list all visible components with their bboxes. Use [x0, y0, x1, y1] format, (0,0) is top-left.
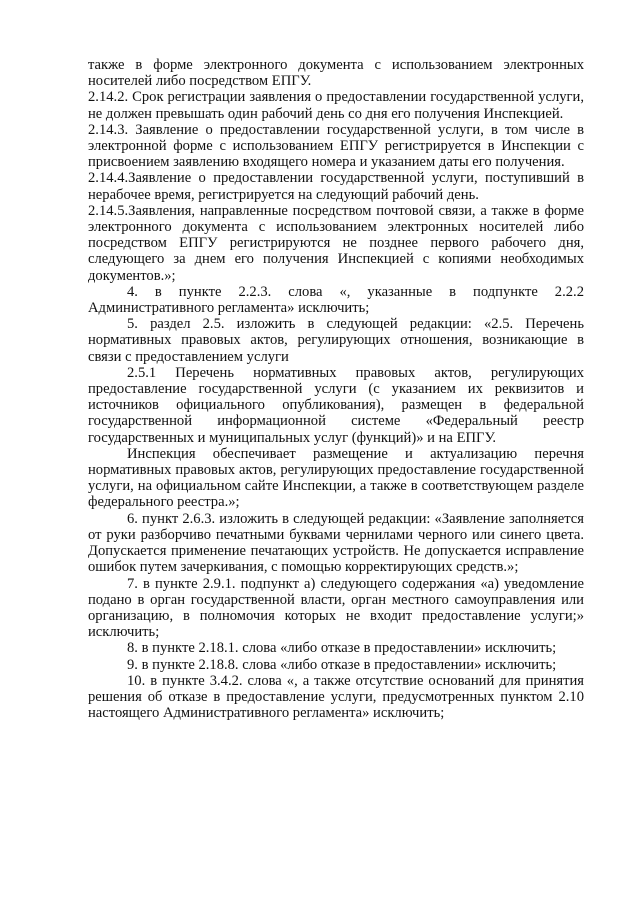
- paragraph-2-14-5: 2.14.5.Заявления, направленные посредством почтовой связи, а также в форме электронного документа с использованием электронных носителей либо посредством ЕПГУ регистрируются не позднее первого рабочего дня, следующего за днем его получения Инспекцией с копиями необходимых документов.»;: [88, 202, 584, 284]
- paragraph-2-5-1: 2.5.1 Перечень нормативных правовых актов, регулирующих предоставление государственной услуги (с указанием их реквизитов и источников официального опубликования), размещен в федеральной государственной информационной системе «Федеральный реестр государственных и муниципальных услуг (функций)» и на ЕПГУ.: [88, 364, 584, 446]
- paragraph-2-14-2: 2.14.2. Срок регистрации заявления о предоставлении государственной услуги, не должен превышать один рабочий день со дня его получения Инспекцией.: [88, 89, 584, 122]
- paragraph-item-7: 7. в пункте 2.9.1. подпункт а) следующего содержания «а) уведомление подано в орган государственной власти, орган местного самоуправления или организацию, в полномочия которых не входит предоставление услуги;» исключить;: [88, 575, 584, 641]
- paragraph-item-10: 10. в пункте 3.4.2. слова «, а также отсутствие оснований для принятия решения об отказе в предоставление услуги, предусмотренных пунктом 2.10 настоящего Административного регламента» исключить;: [88, 672, 584, 722]
- paragraph-item-8: 8. в пункте 2.18.1. слова «либо отказе в предоставлении» исключить;: [127, 640, 557, 657]
- paragraph-item-9: 9. в пункте 2.18.8. слова «либо отказе в предоставлении» исключить;: [127, 656, 557, 673]
- paragraph-continuation: также в форме электронного документа с использованием электронных носителей либо посредством ЕПГУ.: [88, 57, 584, 90]
- document-body: [88, 57, 584, 721]
- paragraph-item-4: 4. в пункте 2.2.3. слова «, указанные в подпункте 2.2.2 Административного регламента» исключить;: [88, 283, 584, 317]
- paragraph-inspection: Инспекция обеспечивает размещение и актуализацию перечня нормативных правовых актов, регулирующих предоставление государственной услуги, на официальном сайте Инспекции, а также в соответствующем разделе федерального реестра.»;: [88, 445, 584, 511]
- paragraph-item-5: 5. раздел 2.5. изложить в следующей редакции: «2.5. Перечень нормативных правовых актов, регулирующих отношения, возникающие в связи с предоставлением услуги: [88, 316, 584, 365]
- paragraph-2-14-4: 2.14.4.Заявление о предоставлении государственной услуги, поступивший в нерабочее время, регистрируется на следующий рабочий день.: [88, 170, 584, 203]
- paragraph-item-6: 6. пункт 2.6.3. изложить в следующей редакции: «Заявление заполняется от руки разборчиво печатными буквами чернилами черного или синего цвета. Допускается применение печатающих устройств. Не допускается исправление ошибок путем зачеркивания, с помощью корректирующих средств.»;: [88, 510, 584, 576]
- paragraph-2-14-3: 2.14.3. Заявление о предоставлении государственной услуги, в том числе в электронной форме с использованием ЕПГУ регистрируется в Инспекции с присвоением заявлению входящего номера и указанием даты его получения.: [88, 121, 584, 171]
